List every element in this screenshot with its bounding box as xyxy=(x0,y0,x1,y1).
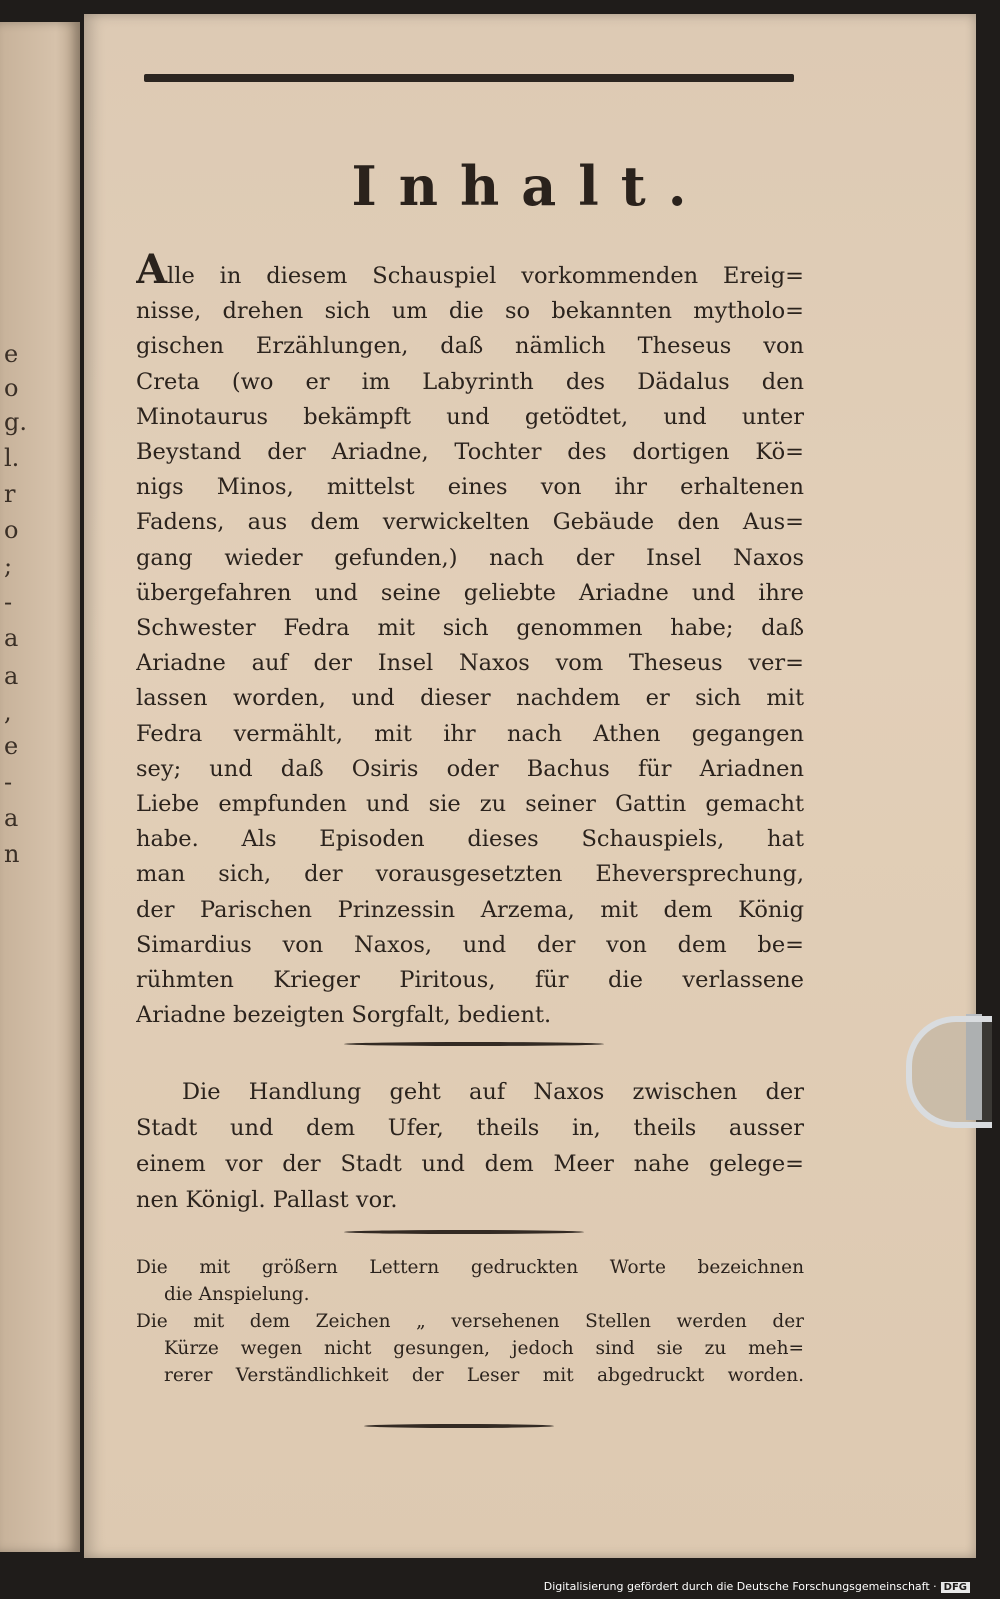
text-line: lassen worden, und dieser nachdem er sich mit xyxy=(136,685,804,712)
left-page-edge xyxy=(0,22,80,1552)
text-line: Minotaurus bekämpft und getödtet, und unter xyxy=(136,403,804,430)
left-page-fragment: g. xyxy=(4,408,27,436)
note-line: die Anspielung. xyxy=(164,1284,310,1305)
page-clip xyxy=(906,1016,992,1128)
text-line: Ariadne auf der Insel Naxos vom Theseus ver= xyxy=(136,650,804,677)
text-line: Beystand der Ariadne, Tochter des dortigen Kö= xyxy=(136,439,804,466)
note-line: Die mit dem Zeichen „ versehenen Stellen werden der xyxy=(136,1311,804,1332)
text-line: Alle in diesem Schauspiel vorkommenden Ereig= xyxy=(136,252,804,293)
credit-text: Digitalisierung gefördert durch die Deutsche Forschungsgemeinschaft · xyxy=(543,1580,937,1593)
text-line: Ariadne bezeigten Sorgfalt, bedient. xyxy=(136,1002,552,1029)
text-line: Stadt und dem Ufer, theils in, theils ausser xyxy=(136,1115,804,1141)
ornament-divider xyxy=(344,1042,604,1046)
note-line: Kürze wegen nicht gesungen, jedoch sind sie zu meh= xyxy=(164,1338,804,1359)
left-page-fragment: - xyxy=(4,588,13,616)
text-line: Die Handlung geht auf Naxos zwischen der xyxy=(182,1079,804,1105)
book-page xyxy=(84,14,976,1558)
ornament-divider xyxy=(344,1230,584,1234)
text-line: rühmten Krieger Piritous, für die verlassene xyxy=(136,967,804,994)
page-title: Inhalt. xyxy=(351,154,709,218)
text-line: einem vor der Stadt und dem Meer nahe gelege= xyxy=(136,1151,804,1177)
text-line: sey; und daß Osiris oder Bachus für Ariadnen xyxy=(136,755,804,782)
text-line: Simardius von Naxos, und der von dem be= xyxy=(136,931,804,958)
dfg-logo: DFG xyxy=(941,1582,970,1593)
left-page-fragment: l. xyxy=(4,444,20,472)
notes xyxy=(136,1254,804,1389)
text-line: nisse, drehen sich um die so bekannten mytholo= xyxy=(136,298,804,325)
text-line: Fedra vermählt, mit ihr nach Athen gegangen xyxy=(136,720,804,747)
left-page-fragment: , xyxy=(4,698,12,726)
left-page-fragment: e xyxy=(4,732,19,760)
main-paragraph xyxy=(136,252,804,1033)
header-rule xyxy=(144,74,794,82)
text-line: nen Königl. Pallast vor. xyxy=(136,1187,398,1213)
note-line: rerer Verständlichkeit der Leser mit abgedruckt worden. xyxy=(164,1365,804,1386)
left-page-fragment: a xyxy=(4,804,19,832)
text-line: übergefahren und seine geliebte Ariadne und ihre xyxy=(136,579,804,606)
left-page-fragment: r xyxy=(4,480,16,508)
left-page-fragment: a xyxy=(4,662,19,690)
text-line: Schwester Fedra mit sich genommen habe; daß xyxy=(136,615,804,642)
text-line: der Parischen Prinzessin Arzema, mit dem König xyxy=(136,896,804,923)
text-line: Liebe empfunden und sie zu seiner Gattin gemacht xyxy=(136,791,804,818)
text-line: gischen Erzählungen, daß nämlich Theseus von xyxy=(136,333,804,360)
text-line: man sich, der vorausgesetzten Eheversprechung, xyxy=(136,861,804,888)
text-line: Fadens, aus dem verwickelten Gebäude den Aus= xyxy=(136,509,804,536)
left-page-fragment: o xyxy=(4,516,19,544)
text-line: nigs Minos, mittelst eines von ihr erhaltenen xyxy=(136,474,804,501)
left-page-fragment: ; xyxy=(4,552,13,580)
ornament-divider xyxy=(364,1424,554,1428)
left-page-fragment: n xyxy=(4,840,20,868)
text-line: Creta (wo er im Labyrinth des Dädalus den xyxy=(136,368,804,395)
digitization-credit xyxy=(544,1580,970,1593)
left-page-fragment: o xyxy=(4,374,19,402)
text-line: habe. Als Episoden dieses Schauspiels, hat xyxy=(136,826,804,853)
left-page-fragment: a xyxy=(4,624,19,652)
left-page-fragment: e xyxy=(4,340,19,368)
setting-paragraph xyxy=(136,1074,804,1218)
note-line: Die mit größern Lettern gedruckten Worte bezeichnen xyxy=(136,1257,804,1278)
text-line: gang wieder gefunden,) nach der Insel Naxos xyxy=(136,544,804,571)
left-page-fragment: - xyxy=(4,768,13,796)
